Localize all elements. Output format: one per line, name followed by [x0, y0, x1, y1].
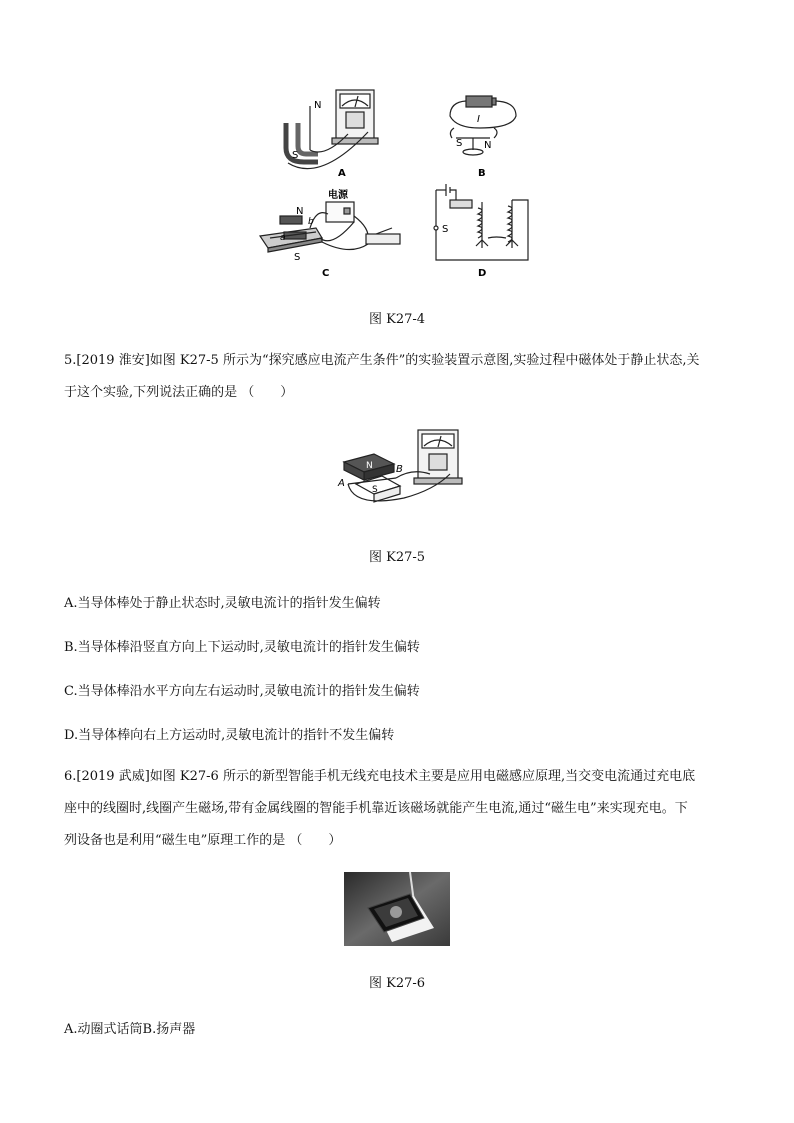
question-5-option-b: B.当导体棒沿竖直方向上下运动时,灵敏电流计的指针发生偏转 [64, 640, 420, 655]
subfig-c-wire-b: b [308, 217, 314, 227]
subfig-a-pole-n: N [314, 100, 322, 111]
question-5-line-1: 5.[2019 淮安]如图 K27-5 所示为“探究感应电流产生条件”的实验装置示意图,实验过程中磁体处于静止状态,关 [64, 353, 700, 368]
question-6-line-1: 6.[2019 武威]如图 K27-6 所示的新型智能手机无线充电技术主要是应用电磁感应原理,当交变电流通过充电底 [64, 769, 696, 784]
subfig-d-switch: S [442, 224, 449, 235]
figure-caption-k27-4: 图 K27-4 [368, 312, 426, 327]
question-5-option-a: A.当导体棒处于静止状态时,灵敏电流计的指针发生偏转 [64, 596, 381, 611]
figure-k27-5-pole-n: N [366, 461, 373, 471]
subfig-b-label: B [478, 168, 486, 179]
question-5-option-c: C.当导体棒沿水平方向左右运动时,灵敏电流计的指针发生偏转 [64, 684, 420, 699]
figure-k27-5-drawing [334, 428, 466, 510]
figure-k27-4-drawing [250, 88, 550, 288]
subfig-c-label: C [322, 268, 330, 279]
subfig-b-current: I [477, 114, 480, 125]
figure-caption-k27-6: 图 K27-6 [368, 976, 426, 991]
figure-k27-5-label-b: B [396, 464, 403, 475]
figure-k27-5 [334, 428, 466, 510]
figure-k27-5-label-a: A [338, 478, 345, 489]
figure-k27-4 [250, 88, 550, 288]
figure-k27-5-pole-s: S [372, 485, 378, 495]
question-6-line-2: 座中的线圈时,线圈产生磁场,带有金属线圈的智能手机靠近该磁场就能产生电流,通过“磁生电”来实现充电。下 [64, 801, 688, 816]
figure-k27-6-drawing [344, 872, 450, 946]
subfig-d-apparatus [434, 184, 528, 260]
question-6-line-3: 列设备也是利用“磁生电”原理工作的是 （ ） [64, 833, 342, 848]
question-5-option-d: D.当导体棒向右上方运动时,灵敏电流计的指针不发生偏转 [64, 728, 395, 743]
subfig-c-apparatus [260, 202, 400, 252]
subfig-a-label: A [338, 168, 346, 179]
subfig-a-pole-s: S [292, 150, 299, 161]
question-6-options: A.动圈式话筒B.扬声器 [64, 1022, 196, 1037]
figure-k27-6-photo [344, 872, 450, 946]
question-5-line-2: 于这个实验,下列说法正确的是 （ ） [64, 385, 294, 400]
subfig-c-pole-n: N [296, 206, 304, 217]
figure-caption-k27-5: 图 K27-5 [368, 550, 426, 565]
subfig-a-apparatus [286, 90, 378, 169]
subfig-d-label: D [478, 268, 487, 279]
subfig-c-wire-a: a [280, 233, 286, 243]
subfig-c-pole-s: S [294, 252, 301, 263]
subfig-c-power: 电源 [328, 190, 348, 201]
subfig-b-pole-n: N [484, 140, 492, 151]
subfig-b-pole-s: S [456, 138, 463, 149]
